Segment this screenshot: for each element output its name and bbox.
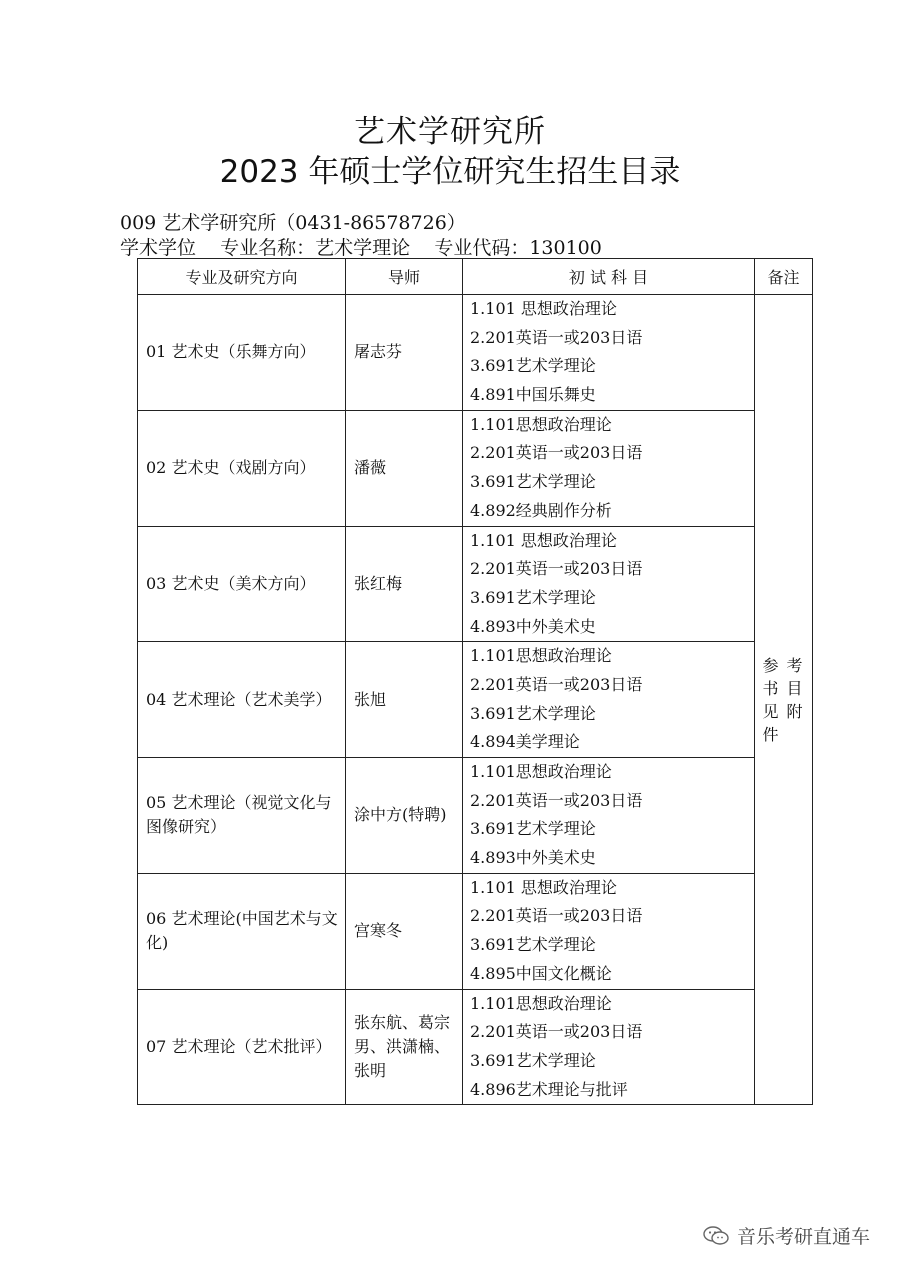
watermark-text: 音乐考研直通车 [736, 1226, 870, 1248]
exam-item: 1.101 思想政治理论 [470, 299, 617, 318]
header-exams: 初 试 科 目 [463, 259, 755, 295]
header-tutor: 导师 [346, 259, 463, 295]
tutor-cell: 屠志芬 [346, 295, 463, 411]
header-note: 备注 [755, 259, 813, 295]
exam-item: 2.201英语一或203日语 [470, 674, 643, 694]
exams-cell [463, 410, 755, 526]
direction-cell: 01 艺术史（乐舞方向） [138, 295, 346, 411]
exam-item: 3.691艺术学理论 [470, 819, 596, 839]
direction-cell: 02 艺术史（戏剧方向） [138, 410, 346, 526]
tutor-cell: 宫寒冬 [346, 873, 463, 989]
note-text: 参考书目见附件 [762, 655, 805, 744]
table-header-row [138, 259, 813, 295]
exams-cell [463, 295, 755, 411]
exam-item: 3.691艺术学理论 [470, 356, 596, 376]
tutor-cell: 张旭 [346, 642, 463, 758]
tutor-cell: 潘薇 [346, 410, 463, 526]
header-direction: 专业及研究方向 [138, 259, 346, 295]
exam-item: 4.893中外美术史 [470, 848, 596, 868]
exams-cell [463, 526, 755, 642]
exam-item: 2.201英语一或203日语 [470, 1022, 643, 1042]
table-row [138, 642, 813, 758]
table-row [138, 410, 813, 526]
exam-item: 4.892经典剧作分析 [470, 500, 612, 520]
exam-item: 2.201英语一或203日语 [470, 559, 643, 579]
exam-item: 2.201英语一或203日语 [470, 327, 643, 347]
direction-cell: 03 艺术史（美术方向） [138, 526, 346, 642]
exam-item: 4.894美学理论 [470, 732, 580, 752]
exam-item: 2.201英语一或203日语 [470, 906, 643, 926]
note-cell [755, 295, 813, 1105]
tutor-cell: 涂中方(特聘) [346, 758, 463, 874]
page-title-line1: 艺术学研究所 [354, 114, 546, 150]
exam-item: 2.201英语一或203日语 [470, 790, 643, 810]
direction-cell: 07 艺术理论（艺术批评） [138, 989, 346, 1105]
exam-item: 3.691艺术学理论 [470, 1050, 596, 1070]
exam-item: 4.891中国乐舞史 [470, 385, 596, 405]
exam-item: 4.893中外美术史 [470, 616, 596, 636]
table-row [138, 873, 813, 989]
exams-cell [463, 758, 755, 874]
tutor-cell: 张红梅 [346, 526, 463, 642]
exam-item: 2.201英语一或203日语 [470, 443, 643, 463]
exam-item: 3.691艺术学理论 [470, 703, 596, 723]
direction-cell: 06 艺术理论(中国艺术与文化) [138, 873, 346, 989]
exam-item: 1.101思想政治理论 [470, 762, 612, 781]
table-row [138, 295, 813, 411]
exams-cell [463, 989, 755, 1105]
exams-cell [463, 873, 755, 989]
tutor-cell: 张东航、葛宗男、洪潇楠、张明 [346, 989, 463, 1105]
exam-item: 4.895中国文化概论 [470, 963, 612, 983]
exam-item: 3.691艺术学理论 [470, 587, 596, 607]
table-row [138, 526, 813, 642]
direction-cell: 05 艺术理论（视觉文化与图像研究） [138, 758, 346, 874]
exam-item: 3.691艺术学理论 [470, 935, 596, 955]
wechat-icon [703, 1226, 729, 1246]
degree-info: 学术学位 专业名称：艺术学理论 专业代码：130100 [120, 237, 602, 259]
exam-item: 4.896艺术理论与批评 [470, 1079, 628, 1099]
table-row [138, 758, 813, 874]
exam-item: 1.101 思想政治理论 [470, 877, 617, 897]
exam-item: 1.101 思想政治理论 [470, 530, 617, 550]
page-title-line2: 2023 年硕士学位研究生招生目录 [219, 154, 681, 190]
exams-cell [463, 642, 755, 758]
exam-item: 3.691艺术学理论 [470, 472, 596, 492]
exam-item: 1.101思想政治理论 [470, 993, 612, 1013]
table-row [138, 989, 813, 1105]
institute-info: 009 艺术学研究所（0431-86578726） [120, 212, 466, 234]
exam-item: 1.101思想政治理论 [470, 646, 612, 666]
enrollment-table [137, 258, 813, 1105]
exam-item: 1.101思想政治理论 [470, 414, 612, 434]
watermark [703, 1222, 870, 1249]
direction-cell: 04 艺术理论（艺术美学） [138, 642, 346, 758]
